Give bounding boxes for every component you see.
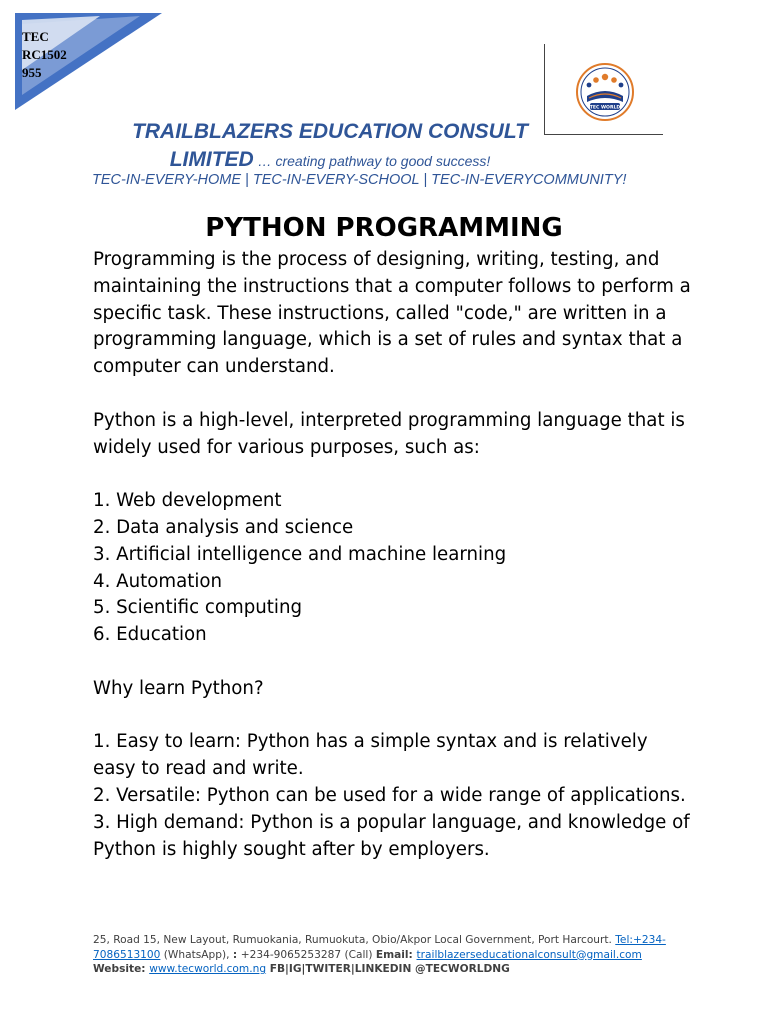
list-item: 1. Easy to learn: Python has a simple syntax and is relatively easy to read and write. [93, 731, 648, 780]
website-label: Website: [93, 963, 150, 975]
reg-line: 955 [22, 65, 42, 80]
company-name-line2: LIMITED [169, 148, 254, 171]
email-link[interactable]: trailblazerseducationalconsult@gmail.com [416, 948, 642, 961]
list-item: 6. Education [93, 624, 207, 646]
company-name [60, 118, 600, 175]
phone-link[interactable]: Tel:+234-7086513100 [93, 934, 666, 961]
page-footer [93, 933, 683, 977]
page-title: PYTHON PROGRAMMING [205, 213, 563, 243]
email-label: Email: [375, 948, 417, 961]
list-item: 3. High demand: Python is a popular language, and knowledge of Python is highly sought after by employers. [93, 811, 690, 860]
social-handles: FB|IG|TWITER|LINKEDIN @TECWORLDNG [266, 963, 510, 975]
list-item: 5. Scientific computing [93, 597, 303, 619]
list-item: 4. Automation [93, 570, 223, 592]
document-body [93, 247, 693, 863]
reasons-list [93, 729, 693, 863]
reg-line: RC1502 [22, 47, 67, 62]
list-item: 2. Versatile: Python can be used for a wide range of applications. [93, 784, 686, 806]
whatsapp-label: (WhatsApp), [160, 948, 233, 961]
company-motto: TEC-IN-EVERY-HOME | TEC-IN-EVERY-SCHOOL | TEC-IN-EVERYCOMMUNITY! [92, 172, 627, 188]
uses-list [93, 488, 693, 649]
registration-number [22, 28, 92, 82]
list-item: 3. Artificial intelligence and machine learning [93, 543, 507, 565]
intro-paragraph: Programming is the process of designing, writing, testing, and maintaining the instructions that a computer follows to perform a specific task. These instructions, called "code," are written in a programming language, which is a set of rules and syntax that a computer can understand. [93, 249, 691, 378]
company-tagline: … creating pathway to good success! [253, 153, 491, 169]
website-link[interactable]: www.tecworld.com.ng [149, 963, 267, 975]
why-heading: Why learn Python? [93, 677, 264, 699]
list-item: 2. Data analysis and science [93, 516, 354, 538]
people-book-logo-icon [575, 62, 635, 122]
python-intro-paragraph: Python is a high-level, interpreted programming language that is widely used for various purposes, such as: [93, 409, 685, 458]
call-number: +234-9065253287 (Call) [240, 948, 376, 961]
company-name-line1: TRAILBLAZERS EDUCATION CONSULT [132, 120, 528, 143]
footer-address: 25, Road 15, New Layout, Rumuokania, Rumuokuta, Obio/Akpor Local Government, Port Harcourt. [93, 934, 616, 946]
logo-text: TEC WORLD [589, 105, 621, 111]
list-item: 1. Web development [93, 490, 282, 512]
call-separator: : [232, 948, 241, 961]
reg-line: TEC [22, 29, 49, 44]
